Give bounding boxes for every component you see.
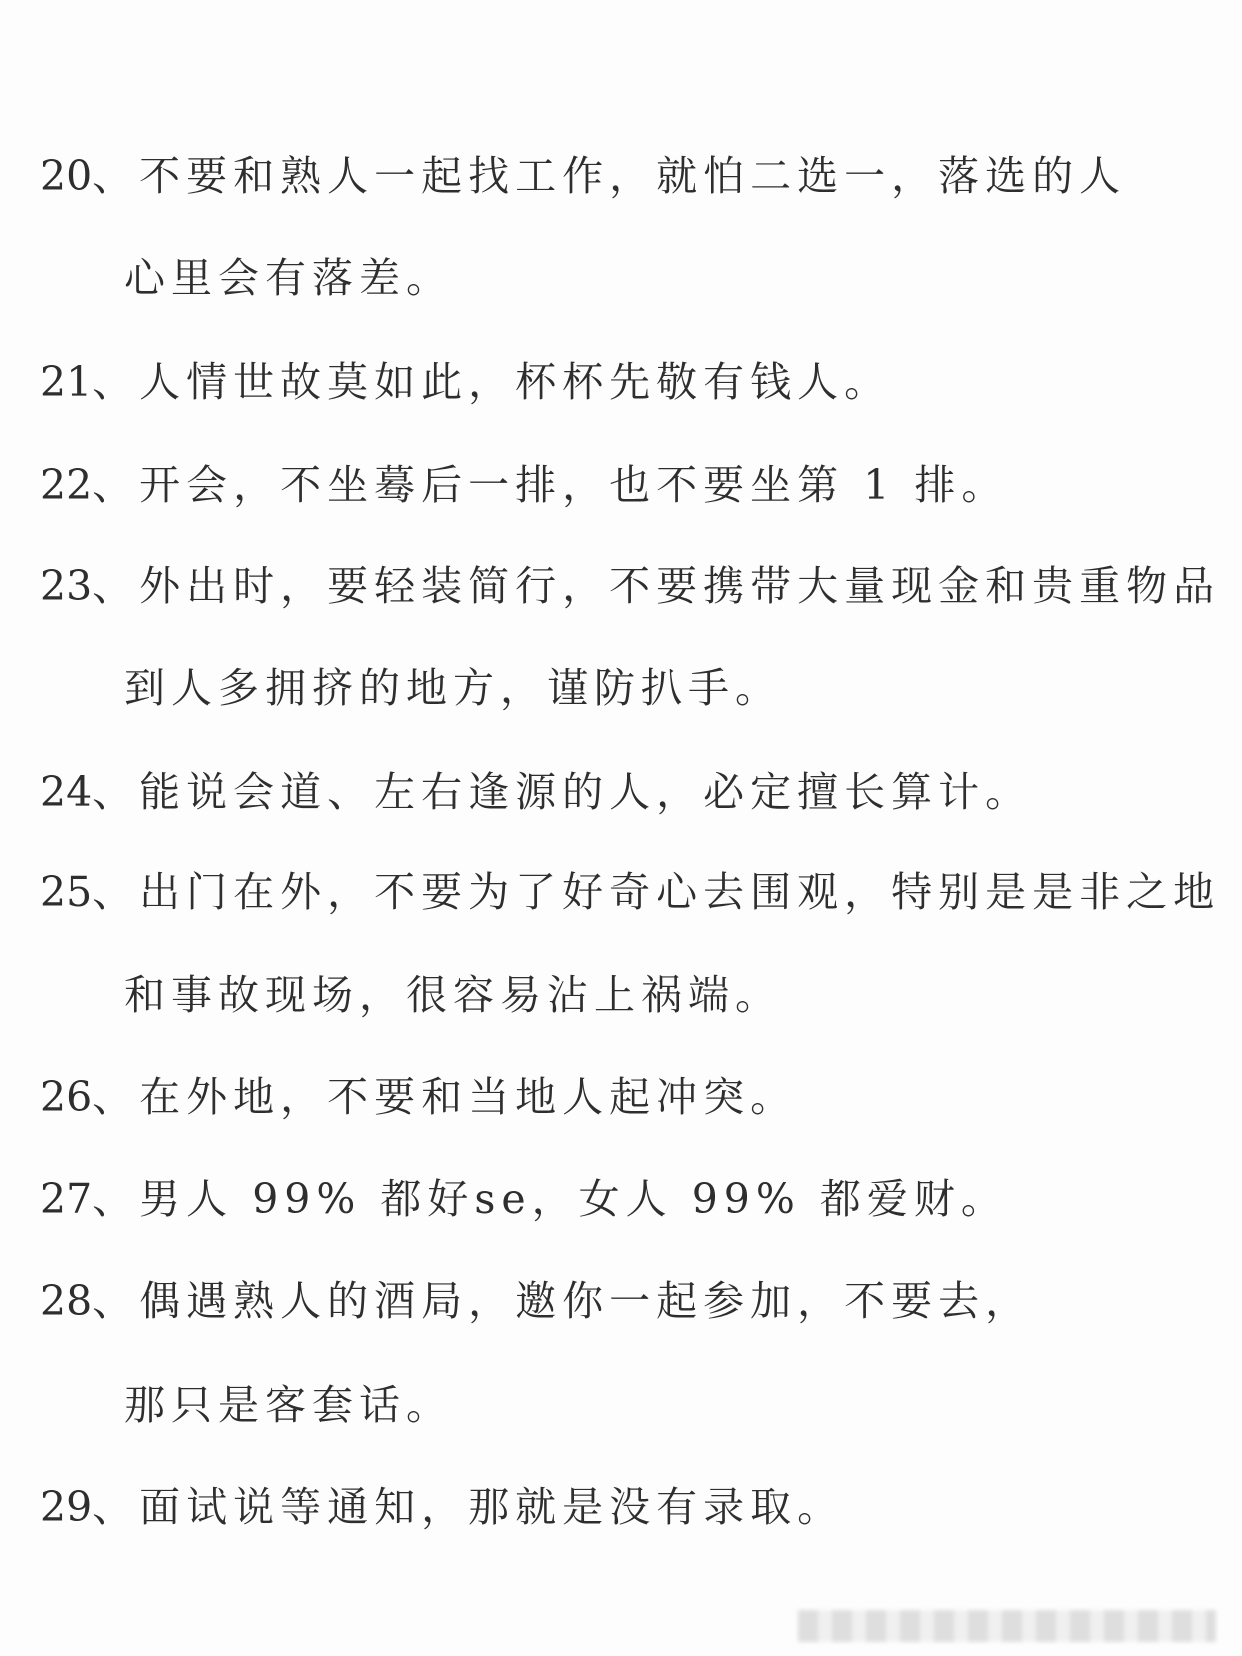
list-item-25 — [40, 868, 1221, 916]
list-item-23 — [40, 562, 1221, 610]
list-item-22 — [40, 461, 1009, 509]
item-number: 23 — [40, 562, 93, 610]
item-text: 、偶遇熟人的酒局，邀你一起参加，不要去， — [92, 1277, 1033, 1325]
item-text: 、男人 99% 都好se，女人 99% 都爱财。 — [92, 1175, 1008, 1223]
list-item-21 — [40, 358, 892, 406]
item-text: 、外出时，要轻装简行，不要携带大量现金和贵重物品 — [92, 562, 1221, 610]
list-item-23-continuation — [124, 664, 782, 712]
list-item-28 — [40, 1277, 1033, 1325]
item-text: 到人多拥挤的地方，谨防扒手。 — [124, 664, 782, 712]
item-text: 、出门在外，不要为了好奇心去围观，特别是是非之地 — [92, 868, 1221, 916]
item-number: 29 — [40, 1483, 93, 1531]
list-item-25-continuation — [124, 971, 782, 1019]
blurred-watermark — [798, 1610, 1216, 1642]
item-number: 28 — [40, 1277, 93, 1325]
item-text: 、人情世故莫如此，杯杯先敬有钱人。 — [92, 358, 892, 406]
list-item-26 — [40, 1073, 798, 1121]
item-number: 27 — [40, 1175, 93, 1223]
item-number: 24 — [40, 768, 93, 816]
item-text: 、面试说等通知，那就是没有录取。 — [92, 1483, 845, 1531]
list-item-20-continuation — [124, 254, 453, 302]
list-item-24 — [40, 768, 1033, 816]
item-text: 、开会，不坐蓦后一排，也不要坐第 1 排。 — [92, 461, 1009, 509]
item-text: 、在外地，不要和当地人起冲突。 — [92, 1073, 798, 1121]
list-item-20 — [40, 152, 1127, 200]
item-text: 和事故现场，很容易沾上祸端。 — [124, 971, 782, 1019]
item-text: 心里会有落差。 — [124, 254, 453, 302]
item-number: 20 — [40, 152, 93, 200]
list-item-27 — [40, 1175, 1008, 1223]
list-item-28-continuation — [124, 1381, 453, 1429]
item-number: 21 — [40, 358, 93, 406]
item-text: 、不要和熟人一起找工作，就怕二选一，落选的人 — [92, 152, 1127, 200]
item-text: 、能说会道、左右逢源的人，必定擅长算计。 — [92, 768, 1033, 816]
item-number: 26 — [40, 1073, 93, 1121]
item-number: 25 — [40, 868, 93, 916]
item-text: 那只是客套话。 — [124, 1381, 453, 1429]
list-item-29 — [40, 1483, 845, 1531]
item-number: 22 — [40, 461, 93, 509]
